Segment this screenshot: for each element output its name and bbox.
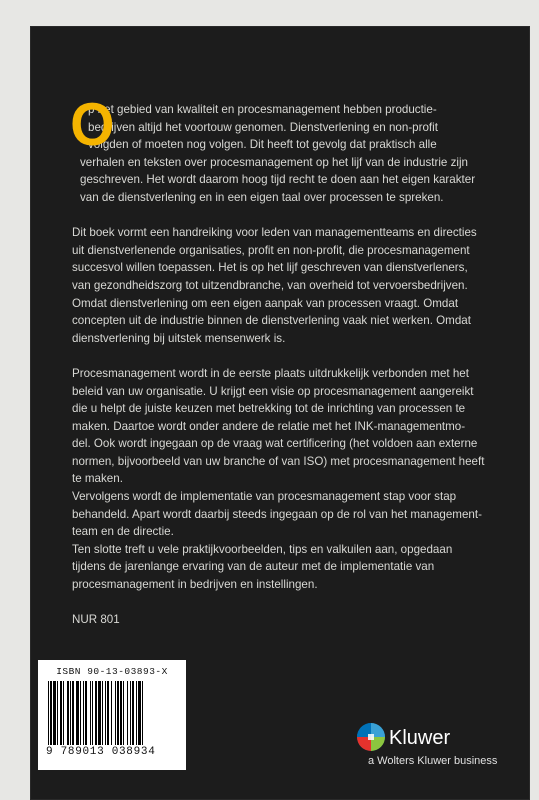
text-line: van de dienstverlening en in een eigen taal over processen te spreken. bbox=[80, 190, 444, 204]
nur-code: NUR 801 bbox=[72, 613, 120, 627]
text-line: dienstverlening bij uitstek mensenwerk is. bbox=[72, 331, 286, 345]
publisher-logo bbox=[356, 722, 498, 767]
publisher-tagline: a Wolters Kluwer business bbox=[368, 755, 498, 767]
barcode-bar bbox=[70, 681, 71, 745]
barcode-digits: 9 789013 038934 bbox=[46, 746, 156, 758]
text-line: beleid van uw organisatie. U krijgt een visie op procesmanagement aangereikt bbox=[72, 384, 474, 398]
barcode-bar bbox=[132, 681, 134, 745]
text-line: normen, bijvoorbeeld van uw branche of van ISO) met procesmanagement heeft bbox=[72, 454, 485, 468]
text-line: concepten uit de industrie binnen de dienstverlening vaak niet werken. Omdat bbox=[72, 314, 471, 328]
text-line: volgden of moeten nog volgen. Dit heeft tot gevolg dat praktisch alle bbox=[88, 138, 437, 152]
text-line: geschreven. Het wordt daarom hoog tijd recht te doen aan het eigen karakter bbox=[80, 173, 476, 187]
barcode-bar bbox=[115, 681, 116, 745]
text-line: del. Ook wordt ingegaan op de vraag wat certificering (het voldoen aan externe bbox=[72, 437, 478, 451]
intro-paragraph bbox=[70, 91, 512, 207]
barcode-bar bbox=[53, 681, 56, 745]
barcode-bar bbox=[48, 681, 49, 745]
barcode-bar bbox=[57, 681, 58, 745]
audience-paragraph bbox=[72, 224, 512, 347]
blurb-text bbox=[70, 91, 512, 646]
text-line: te maken. bbox=[72, 472, 123, 486]
barcode-bar bbox=[127, 681, 128, 745]
barcode-bar bbox=[98, 681, 101, 745]
text-line: Dit boek vormt een handreiking voor leden van managementteams en directies bbox=[72, 226, 477, 240]
barcode-bar bbox=[120, 681, 122, 745]
barcode-bar bbox=[142, 681, 143, 745]
text-line: van gezondheidszorg tot uitzendbranche, van overheid tot vervoersbedrijven. bbox=[72, 278, 468, 292]
text-line: maken. Daartoe wordt onder andere de relatie met het INK-managementmo- bbox=[72, 419, 466, 433]
text-line: Procesmanagement wordt in de eerste plaats uitdrukkelijk verbonden met het bbox=[72, 366, 469, 380]
barcode-bar bbox=[138, 681, 141, 745]
barcode-bar bbox=[130, 681, 131, 745]
text-line: behandeld. Apart wordt daarbij steeds ingegaan op de rol van het management- bbox=[72, 507, 482, 521]
barcode-bars bbox=[46, 681, 178, 745]
barcode-bar bbox=[72, 681, 74, 745]
isbn-barcode bbox=[38, 660, 186, 770]
barcode-bar bbox=[85, 681, 87, 745]
isbn-label: ISBN 90-13-03893-X bbox=[56, 666, 168, 677]
barcode-bar bbox=[67, 681, 69, 745]
barcode-bar bbox=[80, 681, 81, 745]
text-line: succesvol willen toepassen. Het is op het lijf geschreven van dienstverleners, bbox=[72, 261, 468, 275]
text-line: Vervolgens wordt de implementatie van procesmanagement stap voor stap bbox=[72, 490, 457, 504]
kluwer-logo-icon bbox=[356, 722, 386, 752]
barcode-bar bbox=[60, 681, 62, 745]
text-line: uit dienstverlenende organisaties, profit en non-profit, die procesmanagement bbox=[72, 243, 470, 257]
barcode-bar bbox=[123, 681, 124, 745]
text-line: bedrijven altijd het voortouw genomen. Dienstverlening en non-profit bbox=[88, 120, 438, 134]
barcode-bar bbox=[102, 681, 103, 745]
barcode-bar bbox=[90, 681, 91, 745]
dropcap-letter: O bbox=[70, 91, 115, 158]
text-line: procesmanagement in bedrijven en instellingen. bbox=[72, 578, 318, 592]
barcode-bar bbox=[105, 681, 106, 745]
barcode-bar bbox=[50, 681, 52, 745]
text-line: verhalen en teksten over procesmanagement op het lijf van de industrie zijn bbox=[80, 155, 468, 169]
text-line: Omdat dienstverlening om een eigen aanpak van processen vraagt. Omdat bbox=[72, 296, 459, 310]
barcode-bar bbox=[107, 681, 109, 745]
barcode-bar bbox=[117, 681, 119, 745]
text-line: die u helpt de juiste keuzen met betrekking tot de inrichting van processen te bbox=[72, 402, 466, 416]
text-line: Ten slotte treft u vele praktijkvoorbeelden, tips en valkuilen aan, opgedaan bbox=[72, 542, 453, 556]
barcode-bar bbox=[111, 681, 112, 745]
barcode-bar bbox=[136, 681, 137, 745]
text-line: tijdens de jarenlange ervaring van de auteur met de implementatie van bbox=[72, 560, 435, 574]
barcode-bar bbox=[76, 681, 79, 745]
text-line: p het gebied van kwaliteit en procesmanagement hebben productie- bbox=[88, 103, 437, 116]
text-line: team en de directie. bbox=[72, 525, 174, 539]
barcode-bar bbox=[83, 681, 84, 745]
barcode-bar bbox=[95, 681, 97, 745]
publisher-name: Kluwer bbox=[389, 727, 451, 749]
content-paragraph bbox=[72, 365, 512, 594]
barcode-bar bbox=[63, 681, 64, 745]
barcode-bar bbox=[92, 681, 93, 745]
